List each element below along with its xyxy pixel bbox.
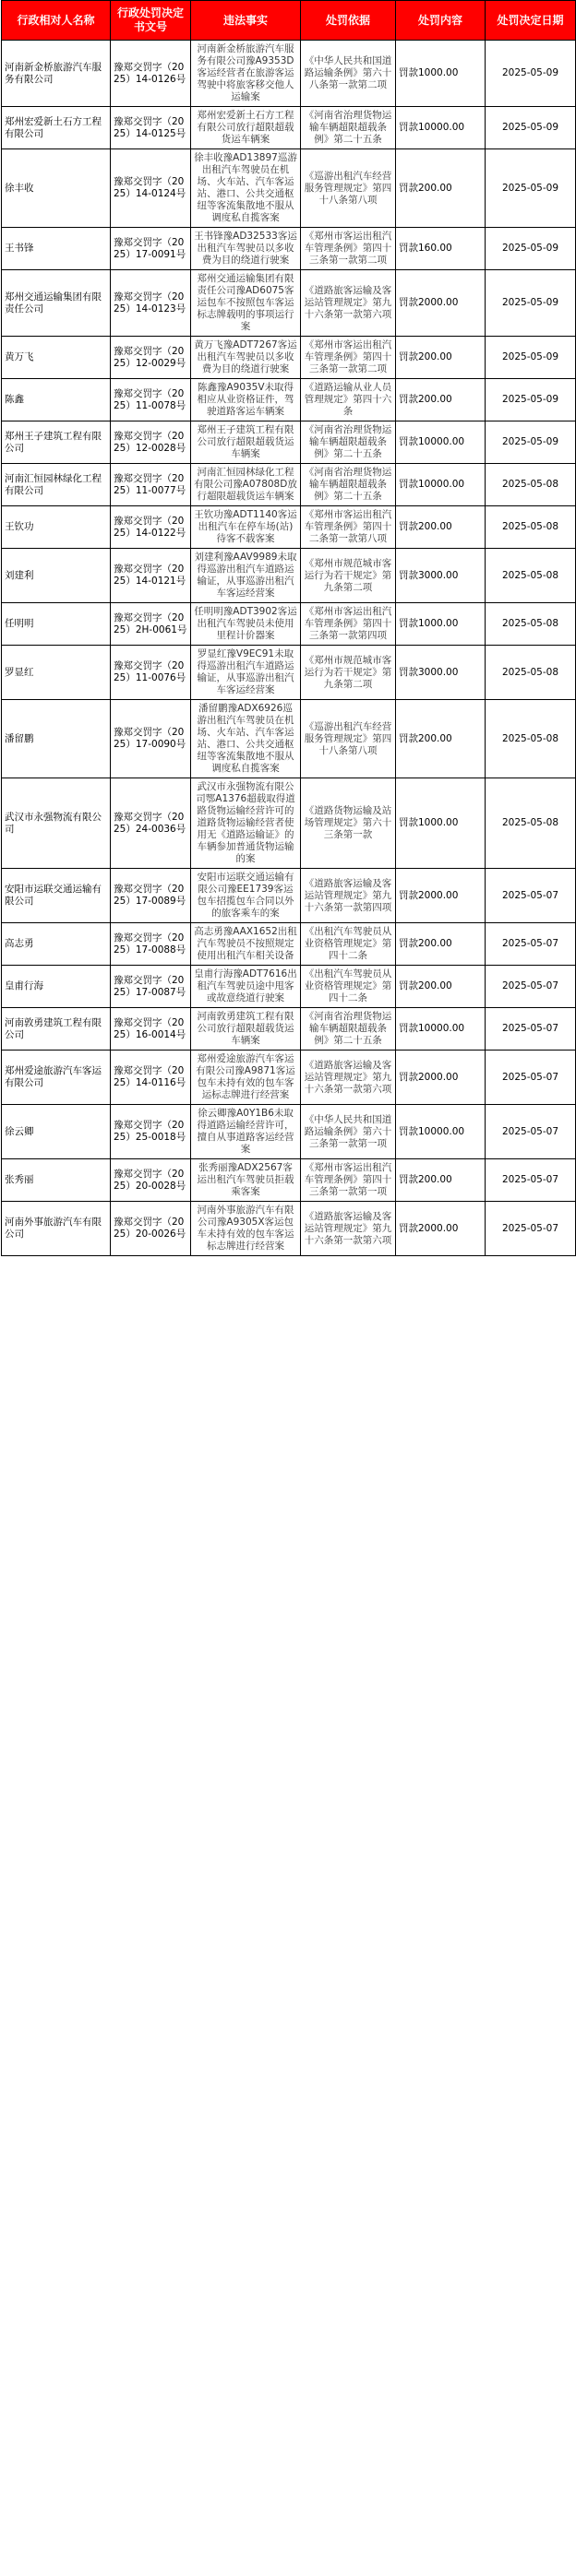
date-cell: 2025-05-07 [486,869,576,923]
table-row [2,337,576,379]
header-doc-no: 行政处罚决定书文号 [111,1,191,41]
basis-cell: 《河南省治理货物运输车辆超限超载条例》第二十五条 [301,464,396,506]
party-cell: 安阳市运联交通运输有限公司 [2,869,111,923]
fact-cell: 河南新金桥旅游汽车服务有限公司豫A9353D客运经营者在旅游客运驾驶中将旅客移交他人运输案 [191,41,301,107]
basis-cell: 《道路运输从业人员管理规定》第四十六条 [301,379,396,421]
doc-no-cell: 豫郑交罚字（2025）17-0087号 [111,966,191,1008]
fact-cell: 潘留鹏豫ADX6926巡游出租汽车驾驶员在机场、火车站、汽车客运站、港口、公共交通枢纽等客流集散地不服从调度私自揽客案 [191,700,301,778]
basis-cell: 《出租汽车驾驶员从业资格管理规定》第四十二条 [301,966,396,1008]
table-row [2,966,576,1008]
basis-cell: 《郑州市客运出租汽车管理条例》第四十二条第一款第八项 [301,506,396,549]
doc-no-cell: 豫郑交罚字（2025）14-0123号 [111,270,191,337]
date-cell: 2025-05-09 [486,270,576,337]
table-row [2,107,576,149]
doc-no-cell: 豫郑交罚字（2025）20-0028号 [111,1159,191,1202]
penalty-cell: 罚款2000.00 [396,869,486,923]
date-cell: 2025-05-09 [486,421,576,464]
doc-no-cell: 豫郑交罚字（2025）24-0036号 [111,778,191,869]
penalty-cell: 罚款1000.00 [396,778,486,869]
party-cell: 郑州宏爱新土石方工程有限公司 [2,107,111,149]
party-cell: 高志勇 [2,923,111,966]
doc-no-cell: 豫郑交罚字（2025）14-0125号 [111,107,191,149]
doc-no-cell: 豫郑交罚字（2025）14-0126号 [111,41,191,107]
party-cell: 河南敦勇建筑工程有限公司 [2,1008,111,1051]
fact-cell: 郑州宏爱新土石方工程有限公司放行超限超载货运车辆案 [191,107,301,149]
fact-cell: 郑州王子建筑工程有限公司放行超限超载货运车辆案 [191,421,301,464]
party-cell: 河南汇恒园林绿化工程有限公司 [2,464,111,506]
penalty-cell: 罚款2000.00 [396,1202,486,1256]
date-cell: 2025-05-09 [486,337,576,379]
basis-cell: 《道路旅客运输及客运站管理规定》第九十六条第一款第六项 [301,1202,396,1256]
party-cell: 河南新金桥旅游汽车服务有限公司 [2,41,111,107]
basis-cell: 《道路货物运输及站场管理规定》第六十三条第一款 [301,778,396,869]
fact-cell: 河南外事旅游汽车有限公司豫A9305X客运包车未持有效的包车客运标志牌进行经营案 [191,1202,301,1256]
doc-no-cell: 豫郑交罚字（2025）11-0077号 [111,464,191,506]
fact-cell: 罗显红豫V9EC91未取得巡游出租汽车道路运输证，从事巡游出租汽车客运经营案 [191,646,301,700]
table-row [2,1202,576,1256]
penalty-cell: 罚款200.00 [396,966,486,1008]
date-cell: 2025-05-08 [486,464,576,506]
header-fact: 违法事实 [191,1,301,41]
penalty-cell: 罚款10000.00 [396,1008,486,1051]
date-cell: 2025-05-07 [486,1008,576,1051]
date-cell: 2025-05-07 [486,1159,576,1202]
table-row [2,379,576,421]
table-row [2,1105,576,1159]
basis-cell: 《河南省治理货物运输车辆超限超载条例》第二十五条 [301,421,396,464]
basis-cell: 《道路旅客运输及客运站管理规定》第九十六条第一款第四项 [301,869,396,923]
basis-cell: 《中华人民共和国道路运输条例》第六十八条第一款第二项 [301,41,396,107]
table-row [2,421,576,464]
table-row [2,869,576,923]
table-row [2,549,576,603]
doc-no-cell: 豫郑交罚字（2025）11-0076号 [111,646,191,700]
date-cell: 2025-05-07 [486,966,576,1008]
fact-cell: 刘建利豫AAV9989未取得巡游出租汽车道路运输证，从事巡游出租汽车客运经营案 [191,549,301,603]
table-row [2,1008,576,1051]
basis-cell: 《道路旅客运输及客运站管理规定》第九十六条第一款第六项 [301,270,396,337]
penalty-cell: 罚款1000.00 [396,603,486,646]
fact-cell: 皇甫行海豫ADT7616出租汽车驾驶员途中甩客或故意绕道行驶案 [191,966,301,1008]
penalty-cell: 罚款3000.00 [396,646,486,700]
date-cell: 2025-05-07 [486,1202,576,1256]
penalty-cell: 罚款200.00 [396,700,486,778]
date-cell: 2025-05-08 [486,506,576,549]
party-cell: 徐云卿 [2,1105,111,1159]
date-cell: 2025-05-07 [486,1051,576,1105]
basis-cell: 《中华人民共和国道路运输条例》第六十三条第一款第一项 [301,1105,396,1159]
party-cell: 刘建利 [2,549,111,603]
penalty-cell: 罚款200.00 [396,379,486,421]
penalty-cell: 罚款200.00 [396,1159,486,1202]
doc-no-cell: 豫郑交罚字（2025）17-0088号 [111,923,191,966]
date-cell: 2025-05-09 [486,379,576,421]
penalty-table [1,0,576,1256]
penalty-cell: 罚款200.00 [396,149,486,228]
doc-no-cell: 豫郑交罚字（2025）17-0089号 [111,869,191,923]
fact-cell: 武汉市永强物流有限公司鄂A1376超载取得道路货物运输经营许可的道路货物运输经营者使用无《道路运输证》的车辆参加普通货物运输的案 [191,778,301,869]
fact-cell: 徐丰收豫AD13897巡游出租汽车驾驶员在机场、火车站、汽车客运站、港口、公共交通枢纽等客流集散地不服从调度私自揽客案 [191,149,301,228]
penalty-cell: 罚款10000.00 [396,421,486,464]
date-cell: 2025-05-08 [486,700,576,778]
basis-cell: 《郑州市客运出租汽车管理条例》第四十三条第一款第二项 [301,337,396,379]
party-cell: 潘留鹏 [2,700,111,778]
fact-cell: 河南敦勇建筑工程有限公司放行超限超载货运车辆案 [191,1008,301,1051]
doc-no-cell: 豫郑交罚字（2025）12-0028号 [111,421,191,464]
party-cell: 陈鑫 [2,379,111,421]
doc-no-cell: 豫郑交罚字（2025）14-0116号 [111,1051,191,1105]
penalty-cell: 罚款2000.00 [396,270,486,337]
header-row [2,1,576,41]
party-cell: 黄万飞 [2,337,111,379]
doc-no-cell: 豫郑交罚字（2025）14-0121号 [111,549,191,603]
table-row [2,228,576,270]
penalty-cell: 罚款10000.00 [396,107,486,149]
date-cell: 2025-05-07 [486,1105,576,1159]
doc-no-cell: 豫郑交罚字（2025）25-0018号 [111,1105,191,1159]
party-cell: 任明明 [2,603,111,646]
basis-cell: 《巡游出租汽车经营服务管理规定》第四十八条第八项 [301,700,396,778]
fact-cell: 任明明豫ADT3902客运出租汽车驾驶员未使用里程计价器案 [191,603,301,646]
penalty-cell: 罚款10000.00 [396,464,486,506]
party-cell: 张秀丽 [2,1159,111,1202]
party-cell: 郑州交通运输集团有限责任公司 [2,270,111,337]
doc-no-cell: 豫郑交罚字（2025）16-0014号 [111,1008,191,1051]
table-row [2,646,576,700]
date-cell: 2025-05-08 [486,778,576,869]
table-row [2,700,576,778]
doc-no-cell: 豫郑交罚字（2025）11-0078号 [111,379,191,421]
table-row [2,923,576,966]
party-cell: 郑州爱途旅游汽车客运有限公司 [2,1051,111,1105]
fact-cell: 徐云卿豫A0Y1B6未取得道路运输经营许可，擅自从事道路客运经营案 [191,1105,301,1159]
header-date: 处罚决定日期 [486,1,576,41]
doc-no-cell: 豫郑交罚字（2025）14-0124号 [111,149,191,228]
fact-cell: 黄万飞豫ADT7267客运出租汽车驾驶员以多收费为目的绕道行驶案 [191,337,301,379]
doc-no-cell: 豫郑交罚字（2025）20-0026号 [111,1202,191,1256]
basis-cell: 《郑州市客运出租汽车管理条例》第四十三条第一款第四项 [301,603,396,646]
penalty-cell: 罚款160.00 [396,228,486,270]
table-row [2,1159,576,1202]
doc-no-cell: 豫郑交罚字（2025）17-0091号 [111,228,191,270]
fact-cell: 河南汇恒园林绿化工程有限公司豫A07808D放行超限超载货运车辆案 [191,464,301,506]
penalty-cell: 罚款200.00 [396,506,486,549]
doc-no-cell: 豫郑交罚字（2025）12-0029号 [111,337,191,379]
basis-cell: 《河南省治理货物运输车辆超限超载条例》第二十五条 [301,1008,396,1051]
basis-cell: 《巡游出租汽车经营服务管理规定》第四十八条第八项 [301,149,396,228]
basis-cell: 《郑州市客运出租汽车管理条例》第四十三条第一款第二项 [301,228,396,270]
date-cell: 2025-05-08 [486,646,576,700]
table-row [2,270,576,337]
basis-cell: 《郑州市客运出租汽车管理条例》第四十三条第一款第一项 [301,1159,396,1202]
table-row [2,149,576,228]
doc-no-cell: 豫郑交罚字（2025）2H-0061号 [111,603,191,646]
penalty-cell: 罚款2000.00 [396,1051,486,1105]
party-cell: 河南外事旅游汽车有限公司 [2,1202,111,1256]
penalty-cell: 罚款3000.00 [396,549,486,603]
date-cell: 2025-05-09 [486,228,576,270]
basis-cell: 《郑州市规范城市客运行为若干规定》第九条第二项 [301,646,396,700]
party-cell: 徐丰收 [2,149,111,228]
table-row [2,506,576,549]
date-cell: 2025-05-07 [486,923,576,966]
fact-cell: 郑州交通运输集团有限责任公司豫AD6075客运包车不按照包车客运标志牌载明的事项运行案 [191,270,301,337]
fact-cell: 张秀丽豫ADX2567客运出租汽车驾驶员拒载乘客案 [191,1159,301,1202]
header-party: 行政相对人名称 [2,1,111,41]
party-cell: 王书锋 [2,228,111,270]
table-row [2,41,576,107]
table-row [2,464,576,506]
date-cell: 2025-05-09 [486,41,576,107]
doc-no-cell: 豫郑交罚字（2025）17-0090号 [111,700,191,778]
date-cell: 2025-05-08 [486,549,576,603]
table-row [2,603,576,646]
date-cell: 2025-05-09 [486,107,576,149]
table-row [2,1051,576,1105]
penalty-cell: 罚款1000.00 [396,41,486,107]
fact-cell: 陈鑫豫A9035V未取得相应从业资格证件，驾驶道路客运车辆案 [191,379,301,421]
basis-cell: 《出租汽车驾驶员从业资格管理规定》第四十二条 [301,923,396,966]
basis-cell: 《河南省治理货物运输车辆超限超载条例》第二十五条 [301,107,396,149]
party-cell: 罗显红 [2,646,111,700]
party-cell: 郑州王子建筑工程有限公司 [2,421,111,464]
header-basis: 处罚依据 [301,1,396,41]
fact-cell: 安阳市运联交通运输有限公司豫EE1739客运包车招揽包车合同以外的旅客乘车的案 [191,869,301,923]
fact-cell: 郑州爱途旅游汽车客运有限公司豫A9871客运包车未持有效的包车客运标志牌进行经营案 [191,1051,301,1105]
penalty-cell: 罚款10000.00 [396,1105,486,1159]
header-penalty: 处罚内容 [396,1,486,41]
doc-no-cell: 豫郑交罚字（2025）14-0122号 [111,506,191,549]
date-cell: 2025-05-09 [486,149,576,228]
basis-cell: 《道路旅客运输及客运站管理规定》第九十六条第一款第六项 [301,1051,396,1105]
penalty-cell: 罚款200.00 [396,923,486,966]
fact-cell: 王钦功豫ADT1140客运出租汽车在停车场(站)待客不载客案 [191,506,301,549]
date-cell: 2025-05-08 [486,603,576,646]
table-row [2,778,576,869]
fact-cell: 王书锋豫AD32533客运出租汽车驾驶员以多收费为目的绕道行驶案 [191,228,301,270]
basis-cell: 《郑州市规范城市客运行为若干规定》第九条第二项 [301,549,396,603]
party-cell: 王钦功 [2,506,111,549]
party-cell: 武汉市永强物流有限公司 [2,778,111,869]
party-cell: 皇甫行海 [2,966,111,1008]
fact-cell: 高志勇豫AAX1652出租汽车驾驶员不按照规定使用出租汽车相关设备 [191,923,301,966]
penalty-cell: 罚款200.00 [396,337,486,379]
